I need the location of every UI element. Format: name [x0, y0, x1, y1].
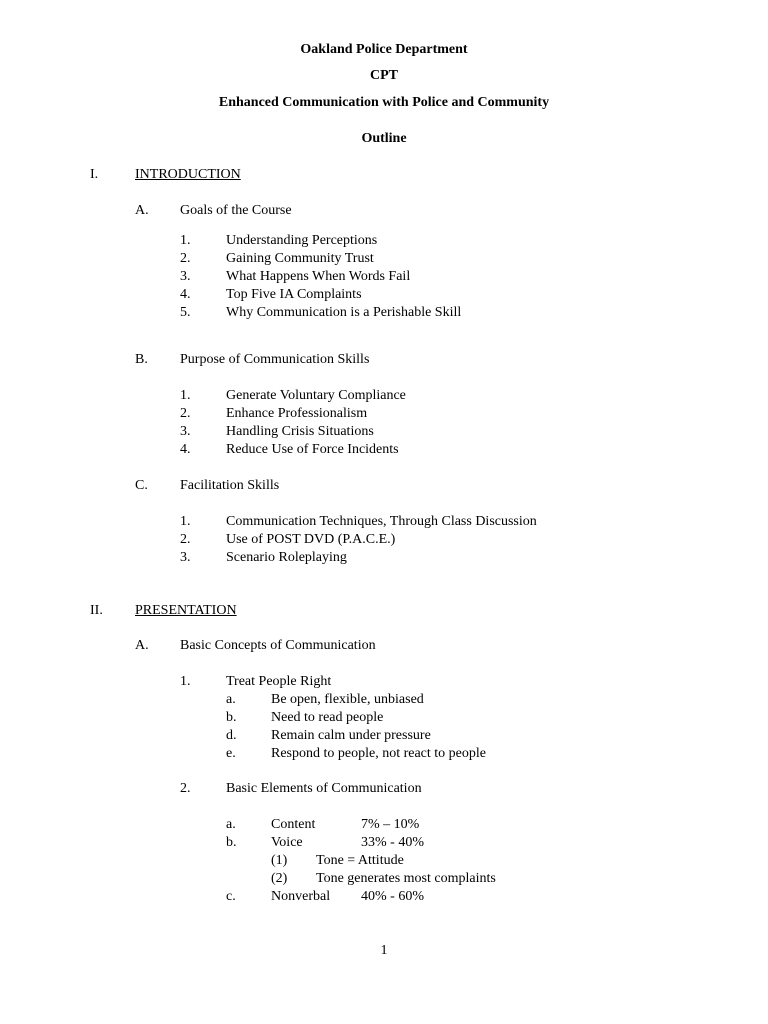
subitem: Need to read people — [271, 710, 384, 725]
subsection-title: Purpose of Communication Skills — [180, 352, 370, 367]
item-number: 2. — [180, 532, 191, 547]
list-item: Understanding Perceptions — [226, 233, 378, 248]
list-item: Treat People Right — [226, 674, 332, 689]
course-code: CPT — [370, 68, 398, 83]
detail-item: Tone generates most complaints — [316, 871, 496, 886]
subitem: Respond to people, not react to people — [271, 746, 486, 761]
subsection-title: Basic Concepts of Communication — [180, 638, 376, 653]
section-title: INTRODUCTION — [135, 167, 241, 182]
list-item: Generate Voluntary Compliance — [226, 388, 406, 403]
subitem: Nonverbal — [271, 889, 331, 904]
list-item: Gaining Community Trust — [226, 251, 374, 266]
subitem: Remain calm under pressure — [271, 728, 431, 743]
item-number: 1. — [180, 514, 191, 529]
list-item: Enhance Professionalism — [226, 406, 368, 421]
section-numeral: I. — [90, 167, 99, 182]
list-item: Scenario Roleplaying — [226, 550, 347, 565]
subitem: Content — [271, 817, 316, 832]
subitem: Voice — [271, 835, 303, 850]
item-number: 4. — [180, 442, 191, 457]
subitem: Be open, flexible, unbiased — [271, 692, 424, 707]
item-number: 2. — [180, 251, 191, 266]
list-item: What Happens When Words Fail — [226, 269, 411, 284]
subitem-letter: a. — [226, 692, 236, 707]
item-number: 3. — [180, 424, 191, 439]
subitem-percentage: 33% - 40% — [361, 835, 424, 850]
item-number: 3. — [180, 269, 191, 284]
department-title: Oakland Police Department — [300, 42, 468, 57]
item-number: 4. — [180, 287, 191, 302]
list-item: Communication Techniques, Through Class Discussion — [226, 514, 537, 529]
item-number: 2. — [180, 781, 191, 796]
section-title: PRESENTATION — [135, 603, 237, 618]
list-item: Use of POST DVD (P.A.C.E.) — [226, 532, 396, 547]
subitem-letter: a. — [226, 817, 236, 832]
item-number: 5. — [180, 305, 191, 320]
detail-item: Tone = Attitude — [316, 853, 404, 868]
item-number: 1. — [180, 674, 191, 689]
course-title: Enhanced Communication with Police and Community — [218, 95, 550, 110]
list-item: Top Five IA Complaints — [226, 287, 362, 302]
subsection-title: Goals of the Course — [180, 203, 292, 218]
detail-number: (2) — [271, 871, 288, 886]
subitem-letter: e. — [226, 746, 236, 761]
subitem-letter: c. — [226, 889, 236, 904]
item-number: 1. — [180, 233, 191, 248]
page-number: 1 — [380, 943, 388, 958]
item-number: 1. — [180, 388, 191, 403]
subsection-title: Facilitation Skills — [180, 478, 280, 493]
subitem-letter: d. — [226, 728, 237, 743]
subsection-letter: B. — [135, 352, 148, 367]
list-item: Basic Elements of Communication — [226, 781, 422, 796]
subitem-percentage: 7% – 10% — [361, 817, 420, 832]
subsection-letter: C. — [135, 478, 148, 493]
item-number: 3. — [180, 550, 191, 565]
list-item: Handling Crisis Situations — [226, 424, 374, 439]
subitem-percentage: 40% - 60% — [361, 889, 424, 904]
list-item: Reduce Use of Force Incidents — [226, 442, 399, 457]
subitem-letter: b. — [226, 835, 237, 850]
subsection-letter: A. — [135, 203, 149, 218]
list-item: Why Communication is a Perishable Skill — [226, 305, 462, 320]
outline-heading: Outline — [361, 131, 407, 146]
subsection-letter: A. — [135, 638, 149, 653]
subitem-letter: b. — [226, 710, 237, 725]
detail-number: (1) — [271, 853, 288, 868]
section-numeral: II. — [90, 603, 103, 618]
item-number: 2. — [180, 406, 191, 421]
